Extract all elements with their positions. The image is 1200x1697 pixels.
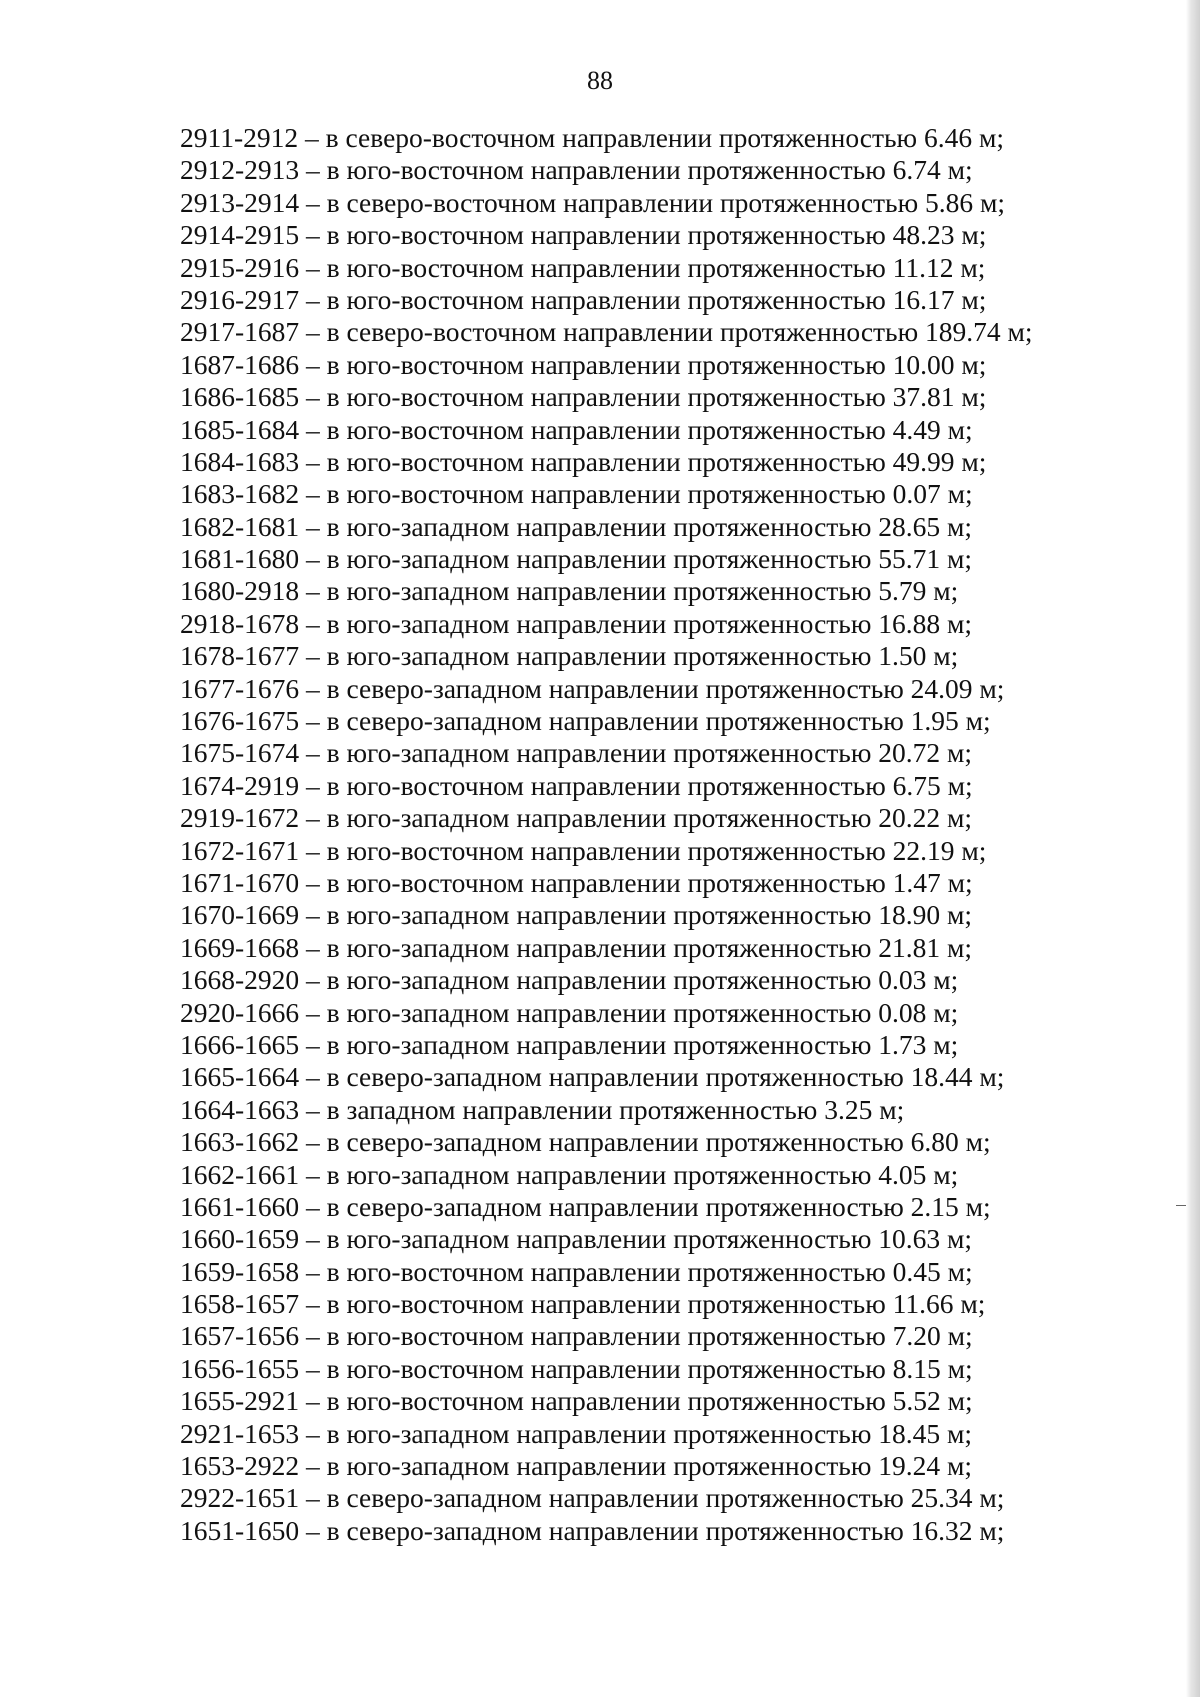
boundary-segment-line: 1670-1669 – в юго-западном направлении протяженностью 18.90 м; (180, 899, 973, 931)
scan-edge-shadow (1186, 0, 1200, 1697)
boundary-segment-line: 2922-1651 – в северо-западном направлении протяженностью 25.34 м; (180, 1482, 1005, 1514)
scan-edge-mark (1176, 1205, 1186, 1206)
boundary-segment-line: 1671-1670 – в юго-восточном направлении протяженностью 1.47 м; (180, 866, 973, 898)
boundary-segment-line: 1657-1656 – в юго-восточном направлении протяженностью 7.20 м; (180, 1320, 973, 1352)
boundary-segment-line: 1686-1685 – в юго-восточном направлении протяженностью 37.81 м; (180, 381, 987, 413)
boundary-segment-line: 1681-1680 – в юго-западном направлении протяженностью 55.71 м; (180, 543, 973, 575)
boundary-segment-line: 2921-1653 – в юго-западном направлении протяженностью 18.45 м; (180, 1417, 973, 1449)
boundary-segment-line: 2913-2914 – в северо-восточном направлении протяженностью 5.86 м; (180, 186, 1006, 218)
boundary-segment-line: 1655-2921 – в юго-восточном направлении протяженностью 5.52 м; (180, 1385, 973, 1417)
boundary-segment-line: 1651-1650 – в северо-западном направлении протяженностью 16.32 м; (180, 1514, 1005, 1546)
boundary-segment-line: 1678-1677 – в юго-западном направлении протяженностью 1.50 м; (180, 640, 959, 672)
boundary-segment-line: 1680-2918 – в юго-западном направлении протяженностью 5.79 м; (180, 575, 959, 607)
boundary-segment-line: 2917-1687 – в северо-восточном направлении протяженностью 189.74 м; (180, 316, 1033, 348)
boundary-segment-line: 1664-1663 – в западном направлении протяженностью 3.25 м; (180, 1093, 905, 1125)
boundary-description-list (180, 122, 1180, 1547)
boundary-segment-line: 2914-2915 – в юго-восточном направлении протяженностью 48.23 м; (180, 219, 987, 251)
boundary-segment-line: 2915-2916 – в юго-восточном направлении протяженностью 11.12 м; (180, 251, 986, 283)
boundary-segment-line: 1662-1661 – в юго-западном направлении протяженностью 4.05 м; (180, 1158, 959, 1190)
boundary-segment-line: 1682-1681 – в юго-западном направлении протяженностью 28.65 м; (180, 510, 973, 542)
boundary-segment-line: 1677-1676 – в северо-западном направлении протяженностью 24.09 м; (180, 672, 1005, 704)
boundary-segment-line: 1658-1657 – в юго-восточном направлении протяженностью 11.66 м; (180, 1288, 986, 1320)
boundary-segment-line: 2916-2917 – в юго-восточном направлении протяженностью 16.17 м; (180, 283, 987, 315)
boundary-segment-line: 1674-2919 – в юго-восточном направлении протяженностью 6.75 м; (180, 769, 973, 801)
boundary-segment-line: 2912-2913 – в юго-восточном направлении протяженностью 6.74 м; (180, 154, 973, 186)
boundary-segment-line: 1685-1684 – в юго-восточном направлении протяженностью 4.49 м; (180, 413, 973, 445)
page-number: 88 (587, 66, 613, 95)
boundary-segment-line: 1656-1655 – в юго-восточном направлении протяженностью 8.15 м; (180, 1352, 973, 1384)
boundary-segment-line: 1684-1683 – в юго-восточном направлении протяженностью 49.99 м; (180, 445, 987, 477)
boundary-segment-line: 2911-2912 – в северо-восточном направлении протяженностью 6.46 м; (180, 122, 1005, 153)
boundary-segment-line: 2920-1666 – в юго-западном направлении протяженностью 0.08 м; (180, 996, 959, 1028)
boundary-segment-line: 1675-1674 – в юго-западном направлении протяженностью 20.72 м; (180, 737, 973, 769)
boundary-segment-line: 1666-1665 – в юго-западном направлении протяженностью 1.73 м; (180, 1028, 959, 1060)
boundary-segment-line: 1669-1668 – в юго-западном направлении протяженностью 21.81 м; (180, 931, 973, 963)
boundary-segment-line: 1660-1659 – в юго-западном направлении протяженностью 10.63 м; (180, 1223, 973, 1255)
boundary-segment-line: 2918-1678 – в юго-западном направлении протяженностью 16.88 м; (180, 607, 973, 639)
boundary-segment-line: 1659-1658 – в юго-восточном направлении протяженностью 0.45 м; (180, 1255, 973, 1287)
boundary-segment-line: 1668-2920 – в юго-западном направлении протяженностью 0.03 м; (180, 964, 959, 996)
boundary-segment-line: 1672-1671 – в юго-восточном направлении протяженностью 22.19 м; (180, 834, 987, 866)
boundary-segment-line: 2919-1672 – в юго-западном направлении протяженностью 20.22 м; (180, 802, 973, 834)
boundary-segment-line: 1665-1664 – в северо-западном направлении протяженностью 18.44 м; (180, 1061, 1005, 1093)
boundary-segment-line: 1687-1686 – в юго-восточном направлении протяженностью 10.00 м; (180, 348, 987, 380)
boundary-segment-line: 1661-1660 – в северо-западном направлении протяженностью 2.15 м; (180, 1190, 991, 1222)
boundary-segment-line: 1683-1682 – в юго-восточном направлении протяженностью 0.07 м; (180, 478, 973, 510)
boundary-segment-line: 1676-1675 – в северо-западном направлении протяженностью 1.95 м; (180, 705, 991, 737)
boundary-segment-line: 1663-1662 – в северо-западном направлении протяженностью 6.80 м; (180, 1126, 991, 1158)
boundary-segment-line: 1653-2922 – в юго-западном направлении протяженностью 19.24 м; (180, 1450, 973, 1482)
